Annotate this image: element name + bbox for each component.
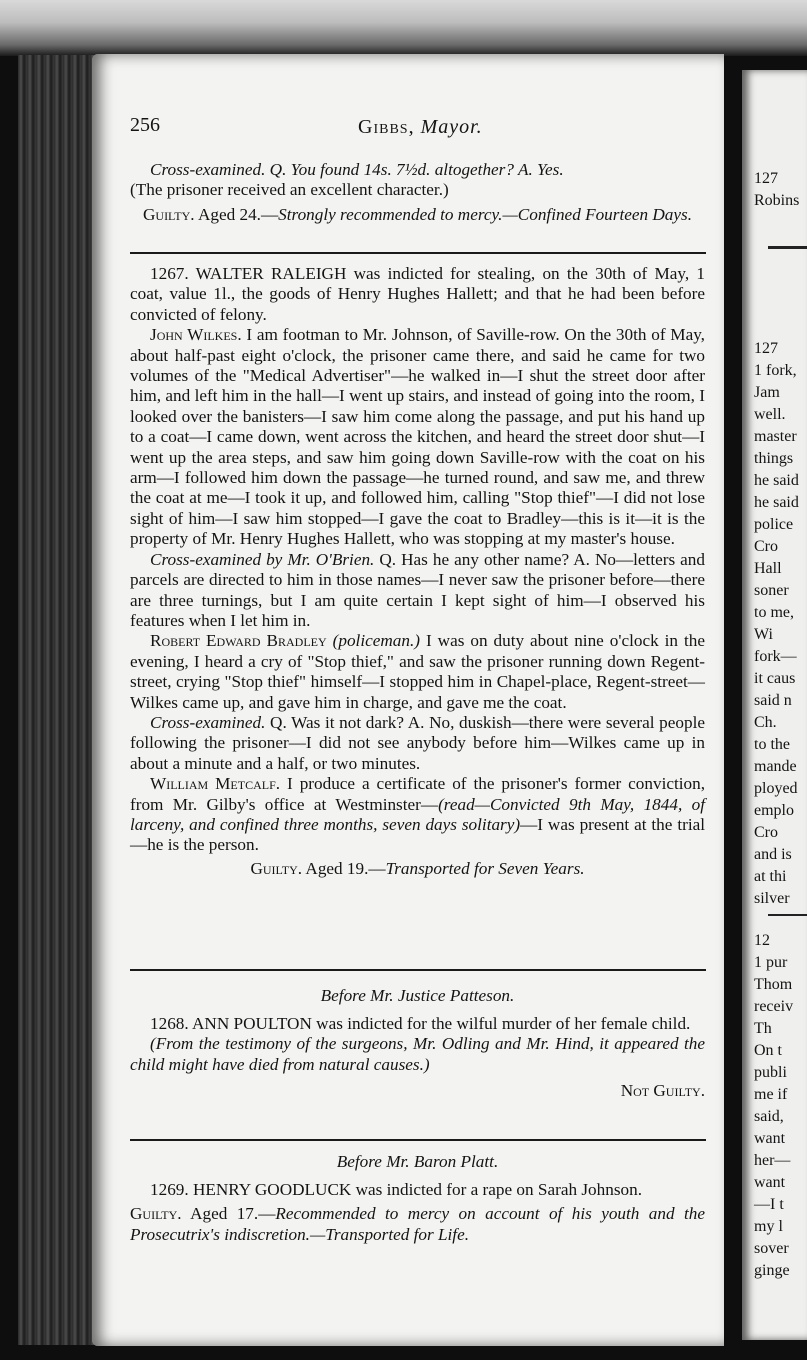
section-heading: Before Mr. Justice Patteson. [320, 986, 515, 1005]
facing-page-fragment: publi [754, 1064, 787, 1081]
facing-page-fragment: it caus [754, 670, 796, 687]
facing-page-fragment: Wi [754, 626, 773, 643]
cross-examination: Cross-examined. Q. Was it not dark? A. No, duskish—there were several people following the prisoner—I did not see anybody before him—Wilkes came up in about a minute and a half, or two minutes. [130, 712, 705, 773]
case-divider [130, 252, 706, 254]
facing-page-fragment: receiv [754, 998, 794, 1015]
facing-page-fragment: emplo [754, 802, 794, 819]
facing-page-fragment: want [754, 1174, 786, 1191]
facing-page-rule [768, 914, 807, 916]
verdict: Guilty. Aged 17.—Recommended to mercy on account of his youth and the Prosecutrix's indiscretion.—Transported for Life. [130, 1204, 705, 1244]
facing-page-fragment: Ch. [754, 714, 777, 731]
facing-page-fragment: to the [754, 736, 790, 753]
case-intro: 1267. WALTER RALEIGH was indicted for stealing, on the 30th of May, 1 coat, value 1l., the goods of Henry Hughes Hallett; and that he had been before convicted of felony. [130, 264, 705, 324]
running-title: Gibbs, Mayor. [358, 116, 483, 138]
facing-page-fragment: Robins [754, 192, 800, 209]
facing-page-fragment: mande [754, 758, 797, 775]
facing-page-fragment: me if [754, 1086, 788, 1103]
facing-page-fragment: 127 [754, 170, 778, 187]
facing-page-rule [768, 246, 807, 249]
case-divider [130, 969, 706, 971]
section-heading: Before Mr. Baron Platt. [336, 1152, 499, 1171]
facing-page-fragment: to me, [754, 604, 794, 621]
case-1268 [130, 1014, 705, 1102]
facing-page-fragment: and is [754, 846, 792, 863]
facing-page-fragment: 127 [754, 340, 778, 357]
facing-page-fragment: silver [754, 890, 790, 907]
previous-case [130, 160, 705, 225]
facing-page-fragment: police [754, 516, 794, 533]
page-top-edge [0, 0, 807, 56]
testimony-wilkes: John Wilkes. I am footman to Mr. Johnson, of Saville-row. On the 30th of May, about half-past eight o'clock, the prisoner came there, and said he came for two volumes of the "Medical Advertiser"—he walked in—I shut the street door after him, and left him in the hall—I went up stairs, and instead of going into the room, I looked over the banisters—I saw him come along the passage, and put his hand up to a coat—I came down, went across the kitchen, and heard the street door shut—I went up the area steps, and saw him going down Saville-row with the coat on his arm—I followed him down the passage—he turned round, and saw me, and threw the coat at me—I took it up, and followed him, calling "Stop thief"—I did not lose sight of him—I saw him stopped—I gave the coat to Bradley—this is it—it is the property of Mr. Henry Hughes Hallett, who was stopping at my master's house. [130, 325, 705, 549]
facing-page-fragment: well. [754, 406, 786, 423]
page-number: 256 [130, 114, 160, 136]
verdict: Guilty. Aged 19.—Transported for Seven Years. [250, 858, 585, 878]
case-note: (From the testimony of the surgeons, Mr. Odling and Mr. Hind, it appeared the child might have died from natural causes.) [130, 1034, 705, 1074]
facing-page [742, 70, 807, 1340]
facing-page-fragment: he said [754, 472, 799, 489]
verdict: Not Guilty. [620, 1081, 705, 1101]
facing-page-fragment: 1 fork, [754, 362, 797, 379]
cross-examination-obrien: Cross-examined by Mr. O'Brien. Q. Has he any other name? A. No—letters and parcels are directed to him in those names—I never saw the prisoner before—there are three turnings, but I am quite certain I kept sight of him—I observed his features when I let him in. [130, 549, 705, 630]
facing-page-fragment: her— [754, 1152, 791, 1169]
facing-page-fragment: Jam [754, 384, 780, 401]
facing-page-fragment: —I t [754, 1196, 784, 1213]
cross-examination: Cross-examined. Q. You found 14s. 7½d. altogether? A. Yes. [150, 160, 564, 179]
facing-page-fragment: fork— [754, 648, 797, 665]
facing-page-fragment: said n [754, 692, 792, 709]
facing-page-fragment: ginge [754, 1262, 790, 1279]
facing-page-fragment: said, [754, 1108, 784, 1125]
facing-page-fragment: Th [754, 1020, 772, 1037]
facing-page-fragment: On t [754, 1042, 782, 1059]
case-1269 [130, 1180, 705, 1245]
case-intro: 1268. ANN POULTON was indicted for the wilful murder of her female child. [150, 1014, 691, 1033]
facing-page-fragment: Thom [754, 976, 793, 993]
case-intro: 1269. HENRY GOODLUCK was indicted for a rape on Sarah Johnson. [150, 1180, 642, 1199]
case-divider [130, 1139, 706, 1141]
facing-page-fragment: want [754, 1130, 786, 1147]
case-1267 [130, 264, 705, 879]
facing-page-fragment: Cro [754, 538, 778, 555]
facing-page-fragment: at thi [754, 868, 787, 885]
facing-page-fragment: my l [754, 1218, 783, 1235]
book-spine [18, 55, 98, 1345]
character-note: (The prisoner received an excellent character.) [130, 180, 449, 200]
testimony-bradley: Robert Edward Bradley (policeman.) I was on duty about nine o'clock in the evening, I heard a cry of "Stop thief," and saw the prisoner running down Regent-street, crying "Stop thief" himself—I stopped him in Chapel-place, Regent-street—Wilkes came up, and gave him in charge, and gave me the coat. [130, 631, 706, 712]
facing-page-fragment: 12 [754, 932, 770, 949]
facing-page-fragment: master [754, 428, 797, 445]
facing-page-fragment: sover [754, 1240, 789, 1257]
facing-page-fragment: Cro [754, 824, 778, 841]
facing-page-fragment: soner [754, 582, 789, 599]
facing-page-fragment: 1 pur [754, 954, 788, 971]
testimony-metcalf: William Metcalf. I produce a certificate of the prisoner's former conviction, from Mr. Gilby's office at Westminster—(read—Convicted 9th May, 1844, of larceny, and confined three months, seven days solitary)—I was present at the trial—he is the person. [130, 774, 706, 855]
facing-page-fragment: Hall [754, 560, 782, 577]
book-page [92, 54, 724, 1346]
facing-page-fragment: things [754, 450, 794, 467]
facing-page-fragment: ployed [754, 780, 798, 797]
facing-page-fragment: he said [754, 494, 799, 511]
verdict: Guilty. Aged 24.—Strongly recommended to mercy.—Confined Fourteen Days. [142, 204, 692, 224]
